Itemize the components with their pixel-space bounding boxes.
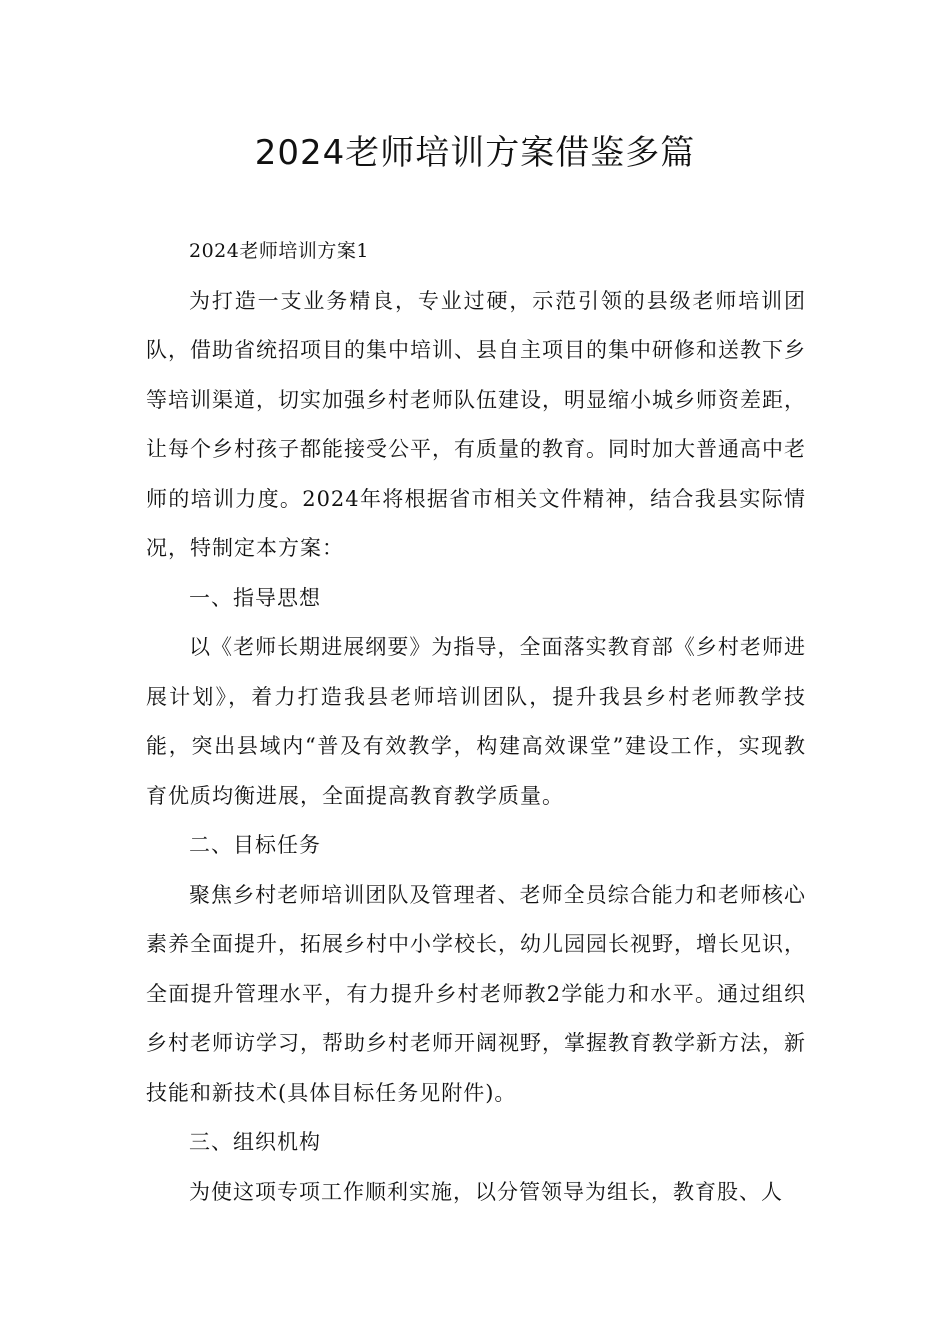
heading-goals-tasks: 二、目标任务	[189, 833, 321, 857]
section-title: 2024老师培训方案1	[189, 240, 369, 262]
paragraph-intro: 为打造一支业务精良，专业过硬，示范引领的县级老师培训团队，借助省统招项目的集中培训、县自主项目的集中研修和送教下乡等培训渠道，切实加强乡村老师队伍建设，明显缩小城乡师资差距，让每个乡村孩子都能接受公平，有质量的教育。同时加大普通高中老师的培训力度。2024年将根据省市相关文件精神，结合我县实际情况，特制定本方案：	[146, 288, 806, 560]
document-body	[146, 227, 806, 1217]
document-title: 2024老师培训方案借鉴多篇	[254, 133, 696, 173]
heading-organization: 三、组织机构	[189, 1130, 321, 1154]
paragraph-goals-tasks: 聚焦乡村老师培训团队及管理者、老师全员综合能力和老师核心素养全面提升，拓展乡村中小学校长，幼儿园园长视野，增长见识，全面提升管理水平，有力提升乡村老师教2学能力和水平。通过组织乡村老师访学习，帮助乡村老师开阔视野，掌握教育教学新方法，新技能和新技术(具体目标任务见附件)。	[146, 882, 806, 1105]
paragraph-guiding-ideology: 以《老师长期进展纲要》为指导，全面落实教育部《乡村老师进展计划》，着力打造我县老师培训团队，提升我县乡村老师教学技能，突出县域内“普及有效教学，构建高效课堂”建设工作，实现教育优质均衡进展，全面提高教育教学质量。	[146, 635, 806, 808]
heading-guiding-ideology: 一、指导思想	[189, 585, 321, 610]
paragraph-organization: 为使这项专项工作顺利实施，以分管领导为组长，教育股、人	[189, 1179, 783, 1204]
